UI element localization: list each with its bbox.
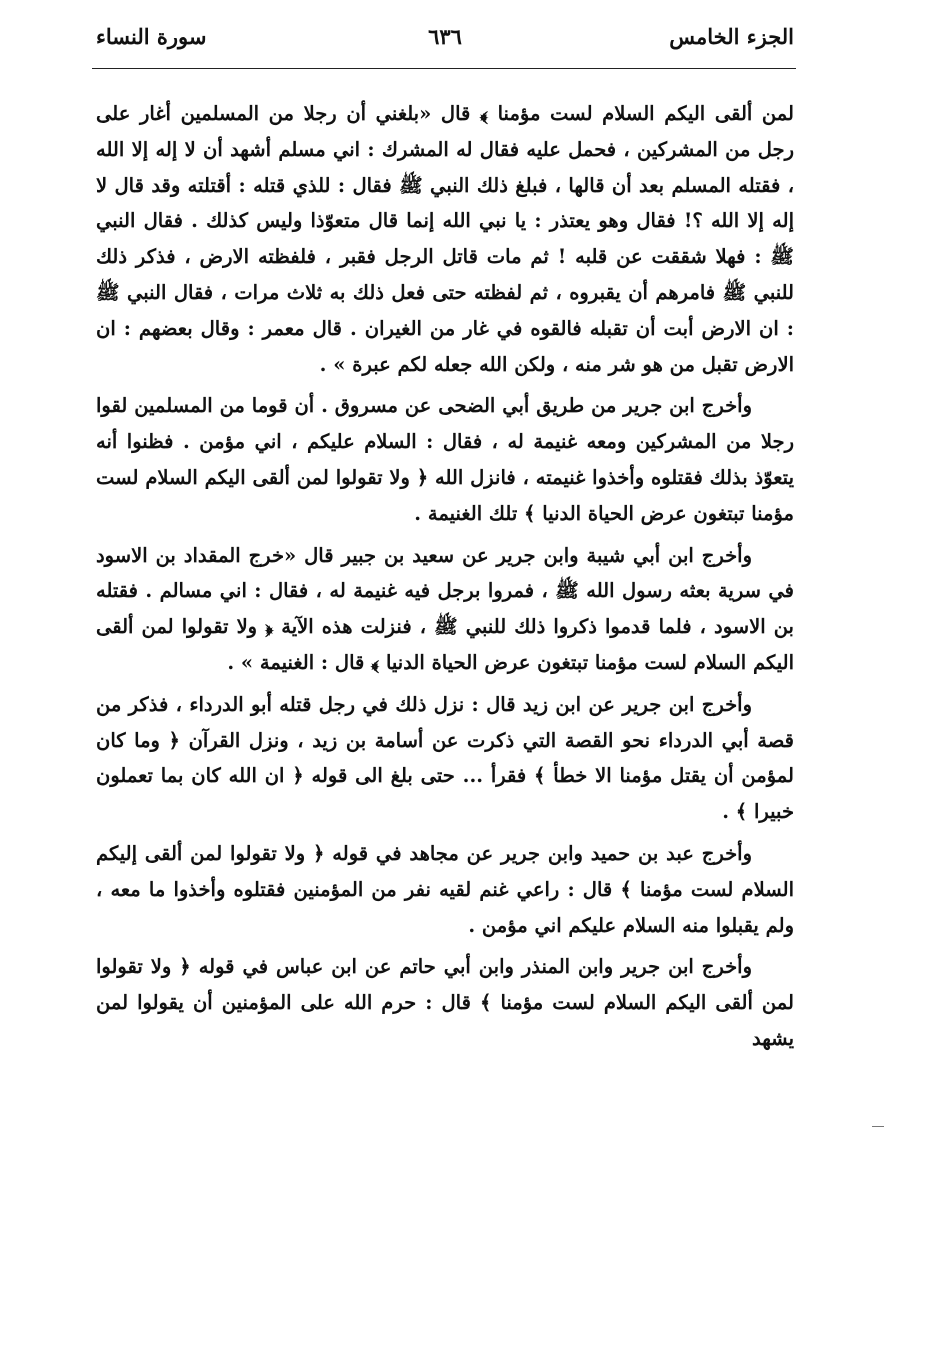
surah-title: سورة النساء — [96, 24, 207, 49]
paragraph: وأخرج ابن جرير عن ابن زيد قال : نزل ذلك في رجل قتله أبو الدرداء ، فذكر من قصة أبي الدرداء نحو القصة التي ذكرت عن أسامة بن زيد ، ونزل القرآن ﴿ وما كان لمؤمن أن يقتل مؤمنا الا خطأ ﴾ فقرأ ... حتى بلغ الى قوله ﴿ ان الله كان بما تعملون خبيرا ﴾ . — [96, 692, 794, 824]
paragraph: لمن ألقى اليكم السلام لست مؤمنا ﴾ قال «بلغني أن رجلا من المسلمين أغار على رجل من المشركين ، فحمل عليه فقال له المشرك : اني مسلم أشهد أن لا إله إلا الله ، فقتله المسلم بعد أن قالها ، فبلغ ذلك النبي ﷺ فقال : للذي قتله : أقتلته وقد قال لا إله إلا الله ؟! فقال وهو يعتذر : يا نبي الله إنما قال متعوّذا وليس كذلك . فقال النبي ﷺ : فهلا شققت عن قلبه ! ثم مات قاتل الرجل فقبر ، فلفظته الارض ، فذكر ذلك للنبي ﷺ فامرهم أن يقبروه ، ثم لفظته حتى فعل ذلك به ثلاث مرات ، فقال النبي ﷺ : ان الارض أبت أن تقبله فالقوه في غار من الغيران . قال معمر : وقال بعضهم : ان الارض تقبل من هو شر منه ، ولكن الله جعله لكم عبرة » . — [96, 102, 794, 376]
page-number: ٦٣٦ — [428, 24, 462, 49]
page-header — [96, 24, 794, 64]
paragraph: وأخرج ابن جرير من طريق أبي الضحى عن مسروق . أن قوما من المسلمين لقوا رجلا من المشركين ومعه غنيمة له ، فقال : السلام عليكم ، اني مؤمن . فظنوا أنه يتعوّذ بذلك فقتلوه وأخذوا غنيمته ، فانزل الله ﴿ ولا تقولوا لمن ألقى اليكم السلام لست مؤمنا تبتغون عرض الحياة الدنيا ﴾ تلك الغنيمة . — [96, 394, 794, 525]
paragraph: وأخرج عبد بن حميد وابن جرير عن مجاهد في قوله ﴿ ولا تقولوا لمن ألقى إليكم السلام لست مؤمنا ﴾ قال : راعي غنم لقيه نفر من المؤمنين فقتلوه وأخذوا ما معه ، ولم يقبلوا منه السلام عليكم اني مؤمن . — [96, 841, 794, 937]
scan-mark — [872, 1126, 884, 1127]
header-rule — [92, 68, 796, 69]
part-title: الجزء الخامس — [669, 24, 794, 49]
paragraph: وأخرج ابن أبي شيبة وابن جرير عن سعيد بن جبير قال «خرج المقداد بن الاسود في سرية بعثه رسول الله ﷺ ، فمروا برجل فيه غنيمة له ، فقال : اني مسالم . فقتله بن الاسود ، فلما قدموا ذكروا ذلك للنبي ﷺ ، فنزلت هذه الآية ﴿ ولا تقولوا لمن ألقى اليكم السلام لست مؤمنا تبتغون عرض الحياة الدنيا ﴾ قال : الغنيمة » . — [96, 543, 794, 674]
paragraph: وأخرج ابن جرير وابن المنذر وابن أبي حاتم عن ابن عباس في قوله ﴿ ولا تقولوا لمن ألقى اليكم السلام لست مؤمنا ﴾ قال : حرم الله على المؤمنين أن يقولوا لمن يشهد — [96, 955, 794, 1050]
body-text — [96, 96, 794, 1063]
